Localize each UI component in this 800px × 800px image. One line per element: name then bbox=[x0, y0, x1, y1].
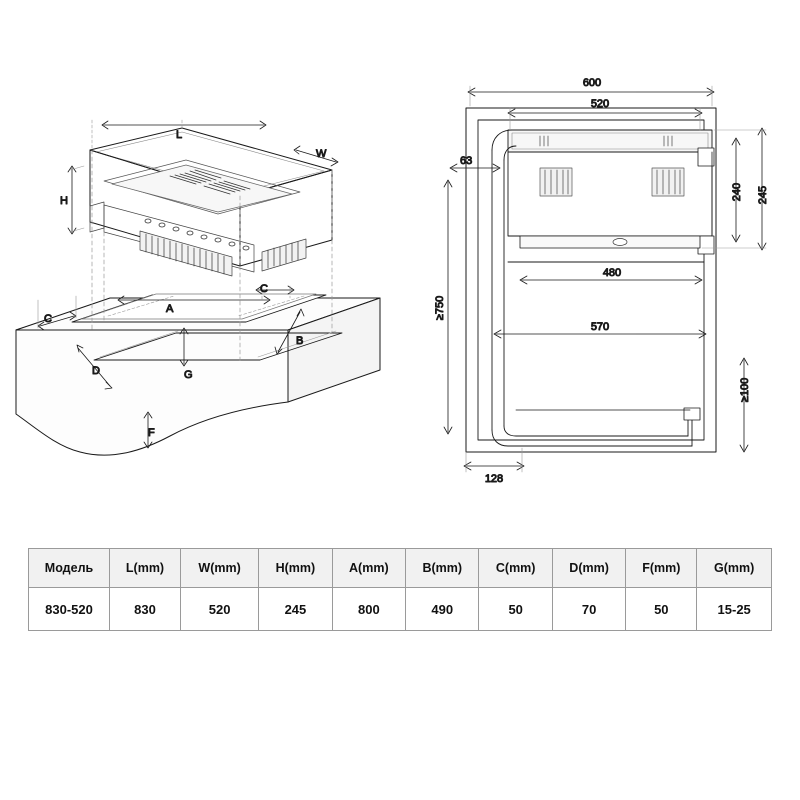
table-cell: 830-520 bbox=[29, 588, 110, 631]
label-570: 570 bbox=[590, 321, 610, 333]
table-cell: 520 bbox=[181, 588, 259, 631]
countertop bbox=[16, 294, 380, 455]
table-header-cell: H(mm) bbox=[259, 549, 332, 588]
table-header-cell: C(mm) bbox=[479, 549, 552, 588]
label-G: G bbox=[184, 369, 193, 381]
label-W: W bbox=[316, 148, 327, 160]
label-H: H bbox=[60, 195, 68, 207]
label-750: ≥750 bbox=[434, 295, 446, 321]
table-cell: 490 bbox=[406, 588, 479, 631]
table-header-cell: B(mm) bbox=[406, 549, 479, 588]
label-B: B bbox=[296, 335, 304, 347]
table-header-cell: G(mm) bbox=[697, 549, 772, 588]
label-128: 128 bbox=[484, 473, 504, 485]
label-F: F bbox=[148, 427, 155, 439]
table-row bbox=[29, 588, 772, 631]
label-L: L bbox=[176, 129, 183, 141]
table-header-cell: D(mm) bbox=[552, 549, 625, 588]
table-cell: 830 bbox=[110, 588, 181, 631]
table-header-cell: A(mm) bbox=[332, 549, 405, 588]
label-C-right: C bbox=[260, 283, 268, 295]
table-cell: 800 bbox=[332, 588, 405, 631]
label-600: 600 bbox=[582, 77, 602, 89]
table-header-cell: L(mm) bbox=[110, 549, 181, 588]
dimension-100 bbox=[740, 358, 748, 452]
label-240: 240 bbox=[731, 182, 743, 202]
table-cell: 50 bbox=[479, 588, 552, 631]
label-245: 245 bbox=[757, 185, 769, 205]
dimension-520 bbox=[508, 108, 702, 130]
table-cell: 15-25 bbox=[697, 588, 772, 631]
label-A: A bbox=[166, 303, 174, 315]
label-520: 520 bbox=[590, 98, 610, 110]
label-C-left: C bbox=[44, 313, 52, 325]
table-cell: 70 bbox=[552, 588, 625, 631]
label-63: 63 bbox=[460, 155, 473, 167]
dimension-H bbox=[68, 166, 84, 234]
table-header-cell: W(mm) bbox=[181, 549, 259, 588]
table-header-row bbox=[29, 549, 772, 588]
specifications-table bbox=[28, 548, 772, 631]
table-cell: 245 bbox=[259, 588, 332, 631]
table-header-cell: Модель bbox=[29, 549, 110, 588]
table-cell: 50 bbox=[626, 588, 697, 631]
label-100: ≥100 bbox=[739, 377, 751, 403]
label-480: 480 bbox=[602, 267, 622, 279]
table-header-cell: F(mm) bbox=[626, 549, 697, 588]
dimension-63 bbox=[450, 164, 500, 172]
label-D: D bbox=[92, 365, 100, 377]
